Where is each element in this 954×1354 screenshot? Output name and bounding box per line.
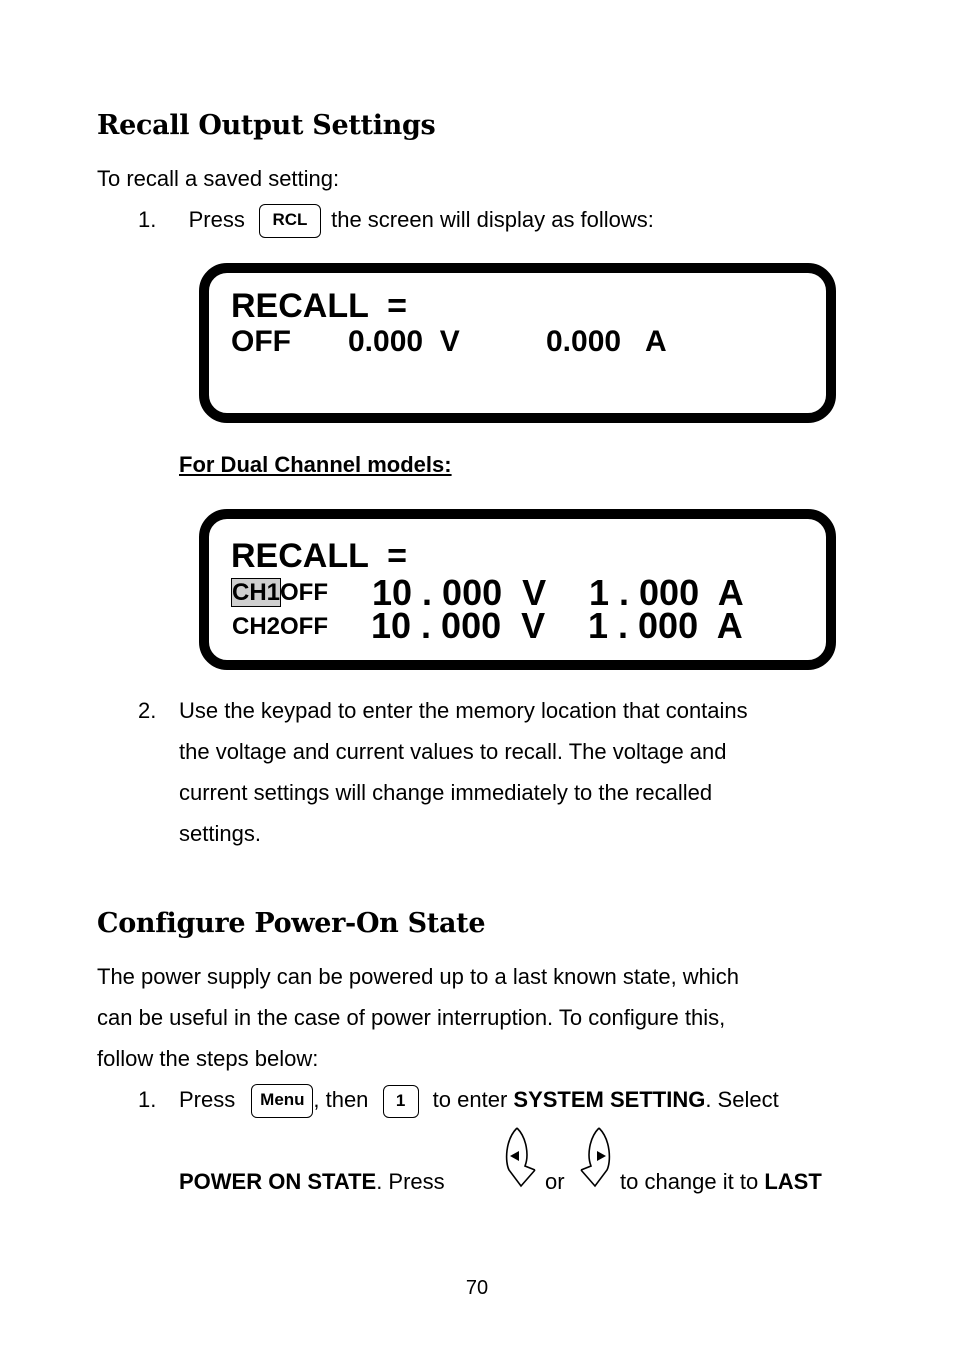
section-heading-recall: Recall Output Settings bbox=[97, 110, 436, 141]
ch1-label: CH1 bbox=[232, 579, 281, 606]
lcd-voltage: 0.000 V bbox=[348, 325, 460, 358]
step-text-or: or bbox=[545, 1169, 565, 1194]
step-2-line: Use the keypad to enter the memory location that contains bbox=[179, 698, 748, 723]
step-text-select: . Select bbox=[705, 1087, 779, 1112]
last-text: LAST bbox=[764, 1169, 822, 1194]
recall-intro: To recall a saved setting: bbox=[97, 166, 340, 191]
step-text-press: Press bbox=[188, 207, 245, 232]
lcd-ch1-voltage: 10 . 000 V bbox=[372, 572, 547, 613]
recall-step-1 bbox=[138, 199, 654, 240]
lcd-ch2-current: 1 . 000 A bbox=[588, 605, 743, 646]
right-arrow-key-icon bbox=[579, 1126, 615, 1190]
step-2-line: the voltage and current values to recall. The voltage and bbox=[179, 739, 727, 764]
system-setting-text: SYSTEM SETTING bbox=[513, 1087, 706, 1112]
menu-key-icon: Menu bbox=[251, 1084, 313, 1118]
step-number: 1. bbox=[138, 1087, 157, 1112]
power-on-intro bbox=[97, 956, 739, 1079]
step-text-press: . Press bbox=[376, 1169, 445, 1194]
lcd-display-dual bbox=[199, 509, 836, 670]
step-text-display: the screen will display as follows: bbox=[331, 207, 654, 232]
step-text-then: , then bbox=[313, 1087, 369, 1112]
page-number: 70 bbox=[465, 1277, 489, 1299]
ch1-state: OFF bbox=[280, 579, 329, 606]
lcd-recall-title: RECALL = bbox=[231, 537, 408, 575]
step-text-change bbox=[620, 1161, 822, 1202]
power-on-step-1-line2 bbox=[179, 1161, 445, 1202]
step-text-to-change: to change it to bbox=[620, 1169, 759, 1194]
intro-line: follow the steps below: bbox=[97, 1046, 319, 1071]
intro-line: can be useful in the case of power interruption. To configure this, bbox=[97, 1005, 726, 1030]
lcd-current: 0.000 A bbox=[546, 325, 667, 358]
recall-step-2 bbox=[179, 690, 748, 854]
one-key-icon: 1 bbox=[383, 1085, 419, 1118]
power-on-state-text: POWER ON STATE bbox=[179, 1169, 377, 1194]
section-heading-power-on: Configure Power-On State bbox=[97, 908, 486, 939]
rcl-key-icon: RCL bbox=[259, 204, 321, 238]
step-text-to-enter: to enter bbox=[432, 1087, 508, 1112]
lcd-ch1-current: 1 . 000 A bbox=[589, 572, 744, 613]
left-arrow-key-icon bbox=[503, 1126, 537, 1190]
lcd-output-state: OFF bbox=[231, 325, 291, 358]
dual-channel-label: For Dual Channel models: bbox=[179, 452, 452, 477]
lcd-display-single bbox=[199, 263, 836, 423]
intro-line: The power supply can be powered up to a last known state, which bbox=[97, 964, 740, 989]
power-on-step-1-line1 bbox=[179, 1079, 779, 1120]
step-2-line: settings. bbox=[179, 821, 261, 846]
lcd-ch2-row-label: CH2OFF bbox=[232, 613, 328, 640]
step-number: 1. bbox=[138, 207, 157, 232]
lcd-recall-title: RECALL = bbox=[231, 287, 408, 325]
step-number: 2. bbox=[138, 698, 157, 723]
step-text-press: Press bbox=[179, 1087, 236, 1112]
lcd-ch1-row-label bbox=[232, 579, 328, 607]
lcd-ch2-voltage: 10 . 000 V bbox=[371, 605, 546, 646]
step-2-line: current settings will change immediately to the recalled bbox=[179, 780, 713, 805]
